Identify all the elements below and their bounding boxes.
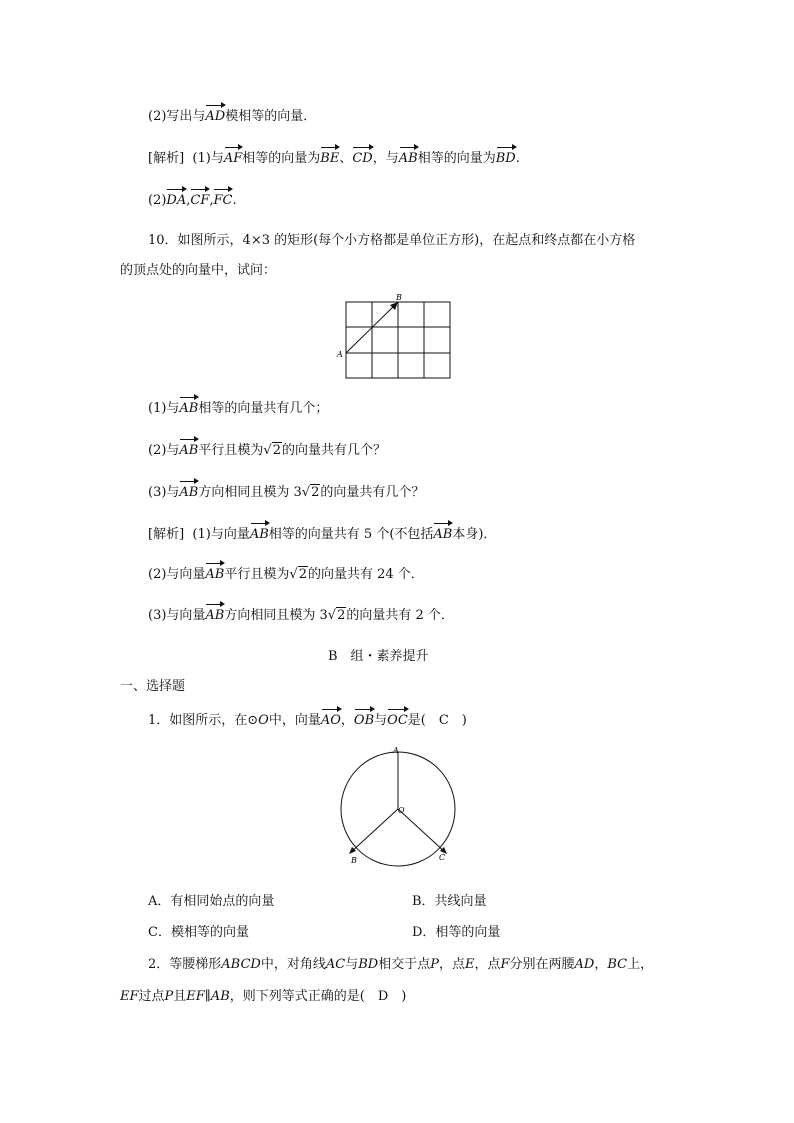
vector-ab: AB: [205, 567, 225, 582]
option-c: C．模相等的向量: [148, 925, 249, 940]
text: 2．等腰梯形: [148, 957, 222, 972]
text: (1)与: [192, 151, 224, 166]
math: P: [430, 957, 439, 972]
vector-oc: OC: [387, 713, 408, 728]
vector: CD: [352, 151, 373, 166]
b2-line2: [120, 988, 406, 1006]
label-a: A: [337, 350, 343, 359]
text: 是( C ): [407, 713, 467, 728]
text: ，: [340, 713, 354, 728]
text: ,: [186, 193, 191, 208]
radicand: 2: [272, 443, 281, 458]
text: 平行且模为: [198, 443, 264, 458]
text: 的向量共有几个？: [320, 485, 425, 500]
math: P: [164, 989, 174, 1004]
text: ，: [594, 957, 608, 972]
text: .: [232, 193, 237, 208]
vector: CF: [190, 193, 210, 208]
radicand: 2: [311, 485, 320, 500]
text: ，点: [438, 957, 465, 972]
label-o: O: [398, 806, 405, 815]
text: 、: [339, 151, 353, 166]
b1-question: [148, 712, 467, 730]
section-b-sub: 一、选择题: [120, 679, 186, 694]
segment-ob: [350, 809, 398, 853]
text: 平行且模为: [224, 567, 290, 582]
text: 相等的向量为: [417, 151, 496, 166]
text: ，与: [372, 151, 399, 166]
vector-ob: OB: [353, 713, 375, 728]
circle-figure: [334, 742, 464, 872]
q10-part3: [148, 484, 424, 502]
vector-ab-line: [346, 304, 396, 353]
math: F: [500, 957, 510, 972]
vector: FC: [213, 193, 233, 208]
text: 中，对角线: [260, 957, 326, 972]
q10-part2: [148, 442, 386, 460]
text: 方向相同且模为 3: [224, 608, 328, 623]
text: .: [515, 151, 520, 166]
section-b-title: B 组・素养提升: [328, 649, 429, 664]
analysis-tag: [解析]: [148, 151, 185, 166]
point-o: O: [258, 713, 269, 728]
q10-line1: 10．如图所示，4×3 的矩形(每个小方格都是单位正方形)，在起点和终点都在小方格: [148, 233, 636, 248]
vector: AB: [398, 151, 418, 166]
math: BD: [358, 957, 379, 972]
vector-ab: AB: [179, 485, 199, 500]
text: (2)与向量: [148, 567, 206, 582]
text: (1)与向量: [192, 527, 250, 542]
vector: AF: [223, 151, 243, 166]
math: BC: [607, 957, 628, 972]
vector: DA: [166, 193, 187, 208]
text: (2)与: [148, 443, 180, 458]
text: 上，: [627, 957, 654, 972]
text: 与: [374, 713, 388, 728]
text: (2): [148, 193, 167, 208]
text: 本身)．: [452, 527, 497, 542]
label-c: C: [439, 853, 446, 862]
text: (3)与向量: [148, 608, 206, 623]
segment-oc: [398, 809, 446, 853]
b2-line1: [148, 956, 653, 974]
text: 中，向量: [268, 713, 321, 728]
sqrt-2: √2: [327, 608, 346, 623]
radicand: 2: [337, 608, 346, 623]
vector: BE: [320, 151, 340, 166]
q10-answer2: [148, 566, 424, 584]
vector-ao: AO: [320, 713, 341, 728]
vector-ab: AB: [179, 401, 199, 416]
text: (1)与: [148, 401, 180, 416]
sqrt-2: √2: [289, 567, 307, 582]
label-b: B: [351, 856, 357, 865]
math: EF∥AB: [186, 989, 230, 1004]
text: 与: [345, 957, 359, 972]
option-d: D．相等的向量: [412, 925, 501, 940]
analysis-tag: [解析]: [148, 527, 185, 542]
q10-part1: [148, 400, 328, 418]
math: ABCD: [221, 957, 261, 972]
text: 模相等的向量．: [225, 109, 317, 124]
q9-answer1: [148, 150, 520, 168]
math: AC: [325, 957, 346, 972]
vector-ab: AB: [179, 443, 199, 458]
vector-ad: AD: [205, 109, 226, 124]
option-a: A．有相同始点的向量: [148, 894, 275, 909]
q9-part2: [148, 108, 316, 126]
text: (3)与: [148, 485, 180, 500]
q9-answer2: [148, 192, 237, 210]
text: 的向量共有 24 个．: [307, 567, 424, 582]
label-b: B: [396, 293, 402, 302]
q10-line2: 的顶点处的向量中，试问：: [120, 263, 277, 278]
text: ，则下列等式正确的是( D ): [229, 989, 407, 1004]
grid-figure: [336, 290, 460, 382]
text: 1．如图所示，在⊙: [148, 713, 259, 728]
text: ,: [209, 193, 214, 208]
text: 相等的向量为: [242, 151, 321, 166]
math: E: [464, 957, 475, 972]
option-b: B．共线向量: [412, 894, 487, 909]
text: 相交于点: [378, 957, 431, 972]
text: 相等的向量共有 5 个(不包括: [268, 527, 434, 542]
text: (2)写出与: [148, 109, 206, 124]
math: AD: [574, 957, 595, 972]
text: 过点: [138, 989, 165, 1004]
text: 方向相同且模为 3: [198, 485, 302, 500]
sqrt-2: √2: [263, 443, 281, 458]
vector: BD: [495, 151, 516, 166]
q10-answer1: [148, 526, 496, 544]
label-a: A: [393, 746, 399, 755]
text: 分别在两腰: [509, 957, 575, 972]
q10-answer3: [148, 607, 454, 625]
text: 的向量共有几个？: [281, 443, 386, 458]
text: ，点: [474, 957, 501, 972]
text: 的向量共有 2 个．: [346, 608, 454, 623]
vector-ab: AB: [433, 527, 453, 542]
vector-ab: AB: [205, 608, 225, 623]
math: EF: [120, 989, 139, 1004]
sqrt-2: √2: [301, 485, 320, 500]
vector-ab: AB: [249, 527, 269, 542]
text: 相等的向量共有几个；: [198, 401, 329, 416]
radicand: 2: [298, 567, 307, 582]
text: 且: [173, 989, 187, 1004]
